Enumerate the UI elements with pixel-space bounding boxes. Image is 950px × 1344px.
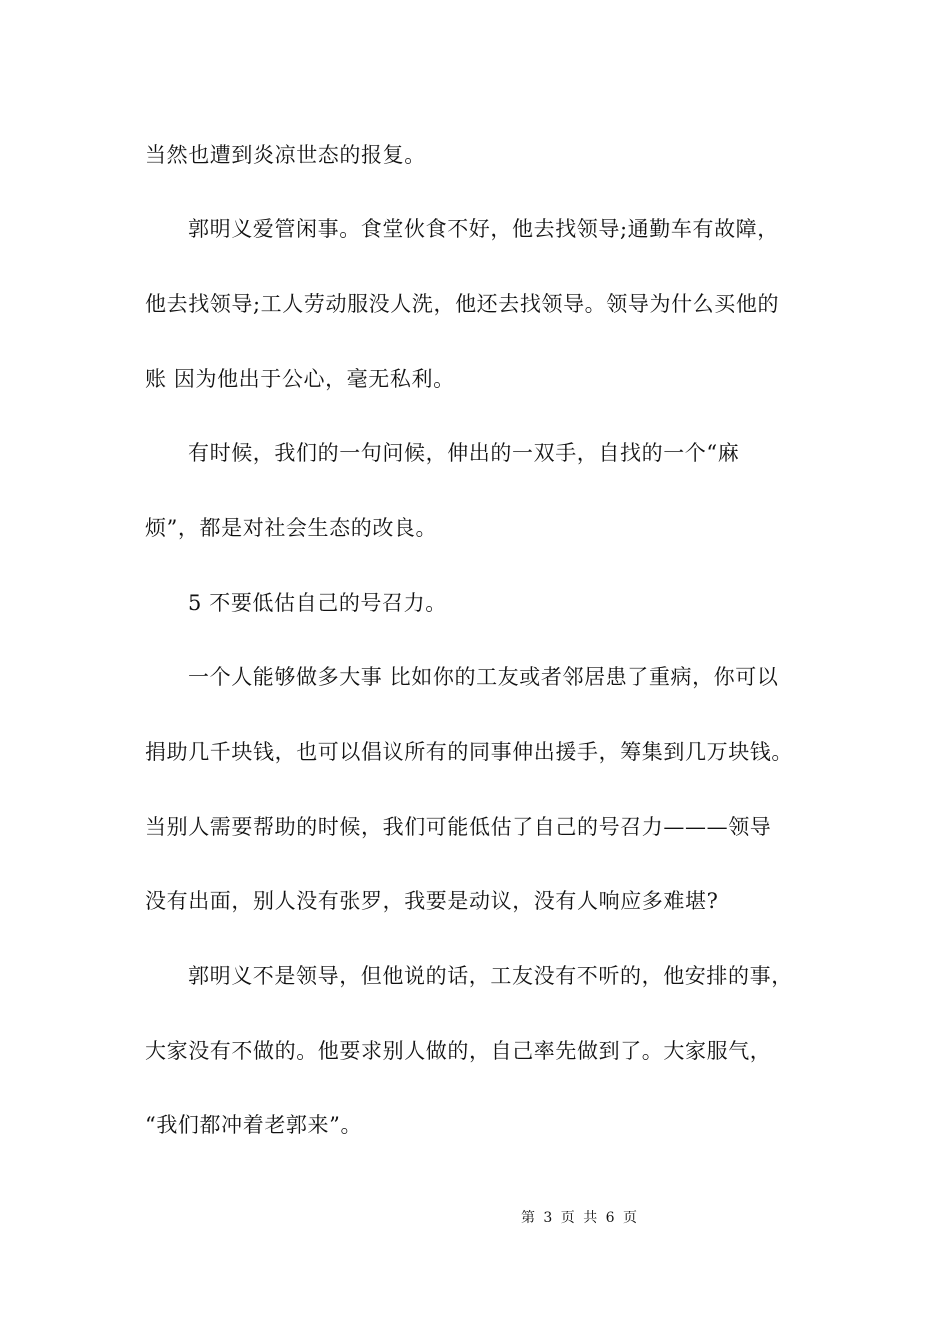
text-line-8: 一个人能够做多大事 比如你的工友或者邻居患了重病，你可以: [188, 665, 779, 689]
text-line-7: 5 不要低估自己的号召力。: [188, 591, 447, 615]
text-line-2: 郭明义爱管闲事。食堂伙食不好，他去找领导;通勤车有故障，: [188, 217, 779, 241]
text-line-9: 捐助几千块钱，也可以倡议所有的同事伸出援手，筹集到几万块钱。: [145, 740, 793, 764]
text-line-13: 大家没有不做的。他要求别人做的，自己率先做到了。大家服气，: [145, 1039, 772, 1063]
text-line-3: 他去找领导;工人劳动服没人洗，他还去找领导。领导为什么买他的: [145, 292, 780, 316]
text-line-5: 有时候，我们的一句问候，伸出的一双手，自找的一个“麻: [188, 441, 740, 465]
text-line-14: “我们都冲着老郭来”。: [145, 1113, 363, 1137]
text-line-11: 没有出面，别人没有张罗，我要是动议，没有人响应多难堪?: [145, 889, 719, 913]
text-line-10: 当别人需要帮助的时候，我们可能低估了自己的号召力———领导: [145, 815, 772, 839]
text-line-4: 账 因为他出于公心，毫无私利。: [145, 367, 455, 391]
page-footer: 第 3 页 共 6 页: [520, 1210, 640, 1226]
text-line-12: 郭明义不是领导，但他说的话，工友没有不听的，他安排的事，: [188, 964, 793, 988]
text-line-6: 烦”，都是对社会生态的改良。: [145, 516, 438, 540]
text-line-1: 当然也遭到炎凉世态的报复。: [145, 143, 426, 167]
